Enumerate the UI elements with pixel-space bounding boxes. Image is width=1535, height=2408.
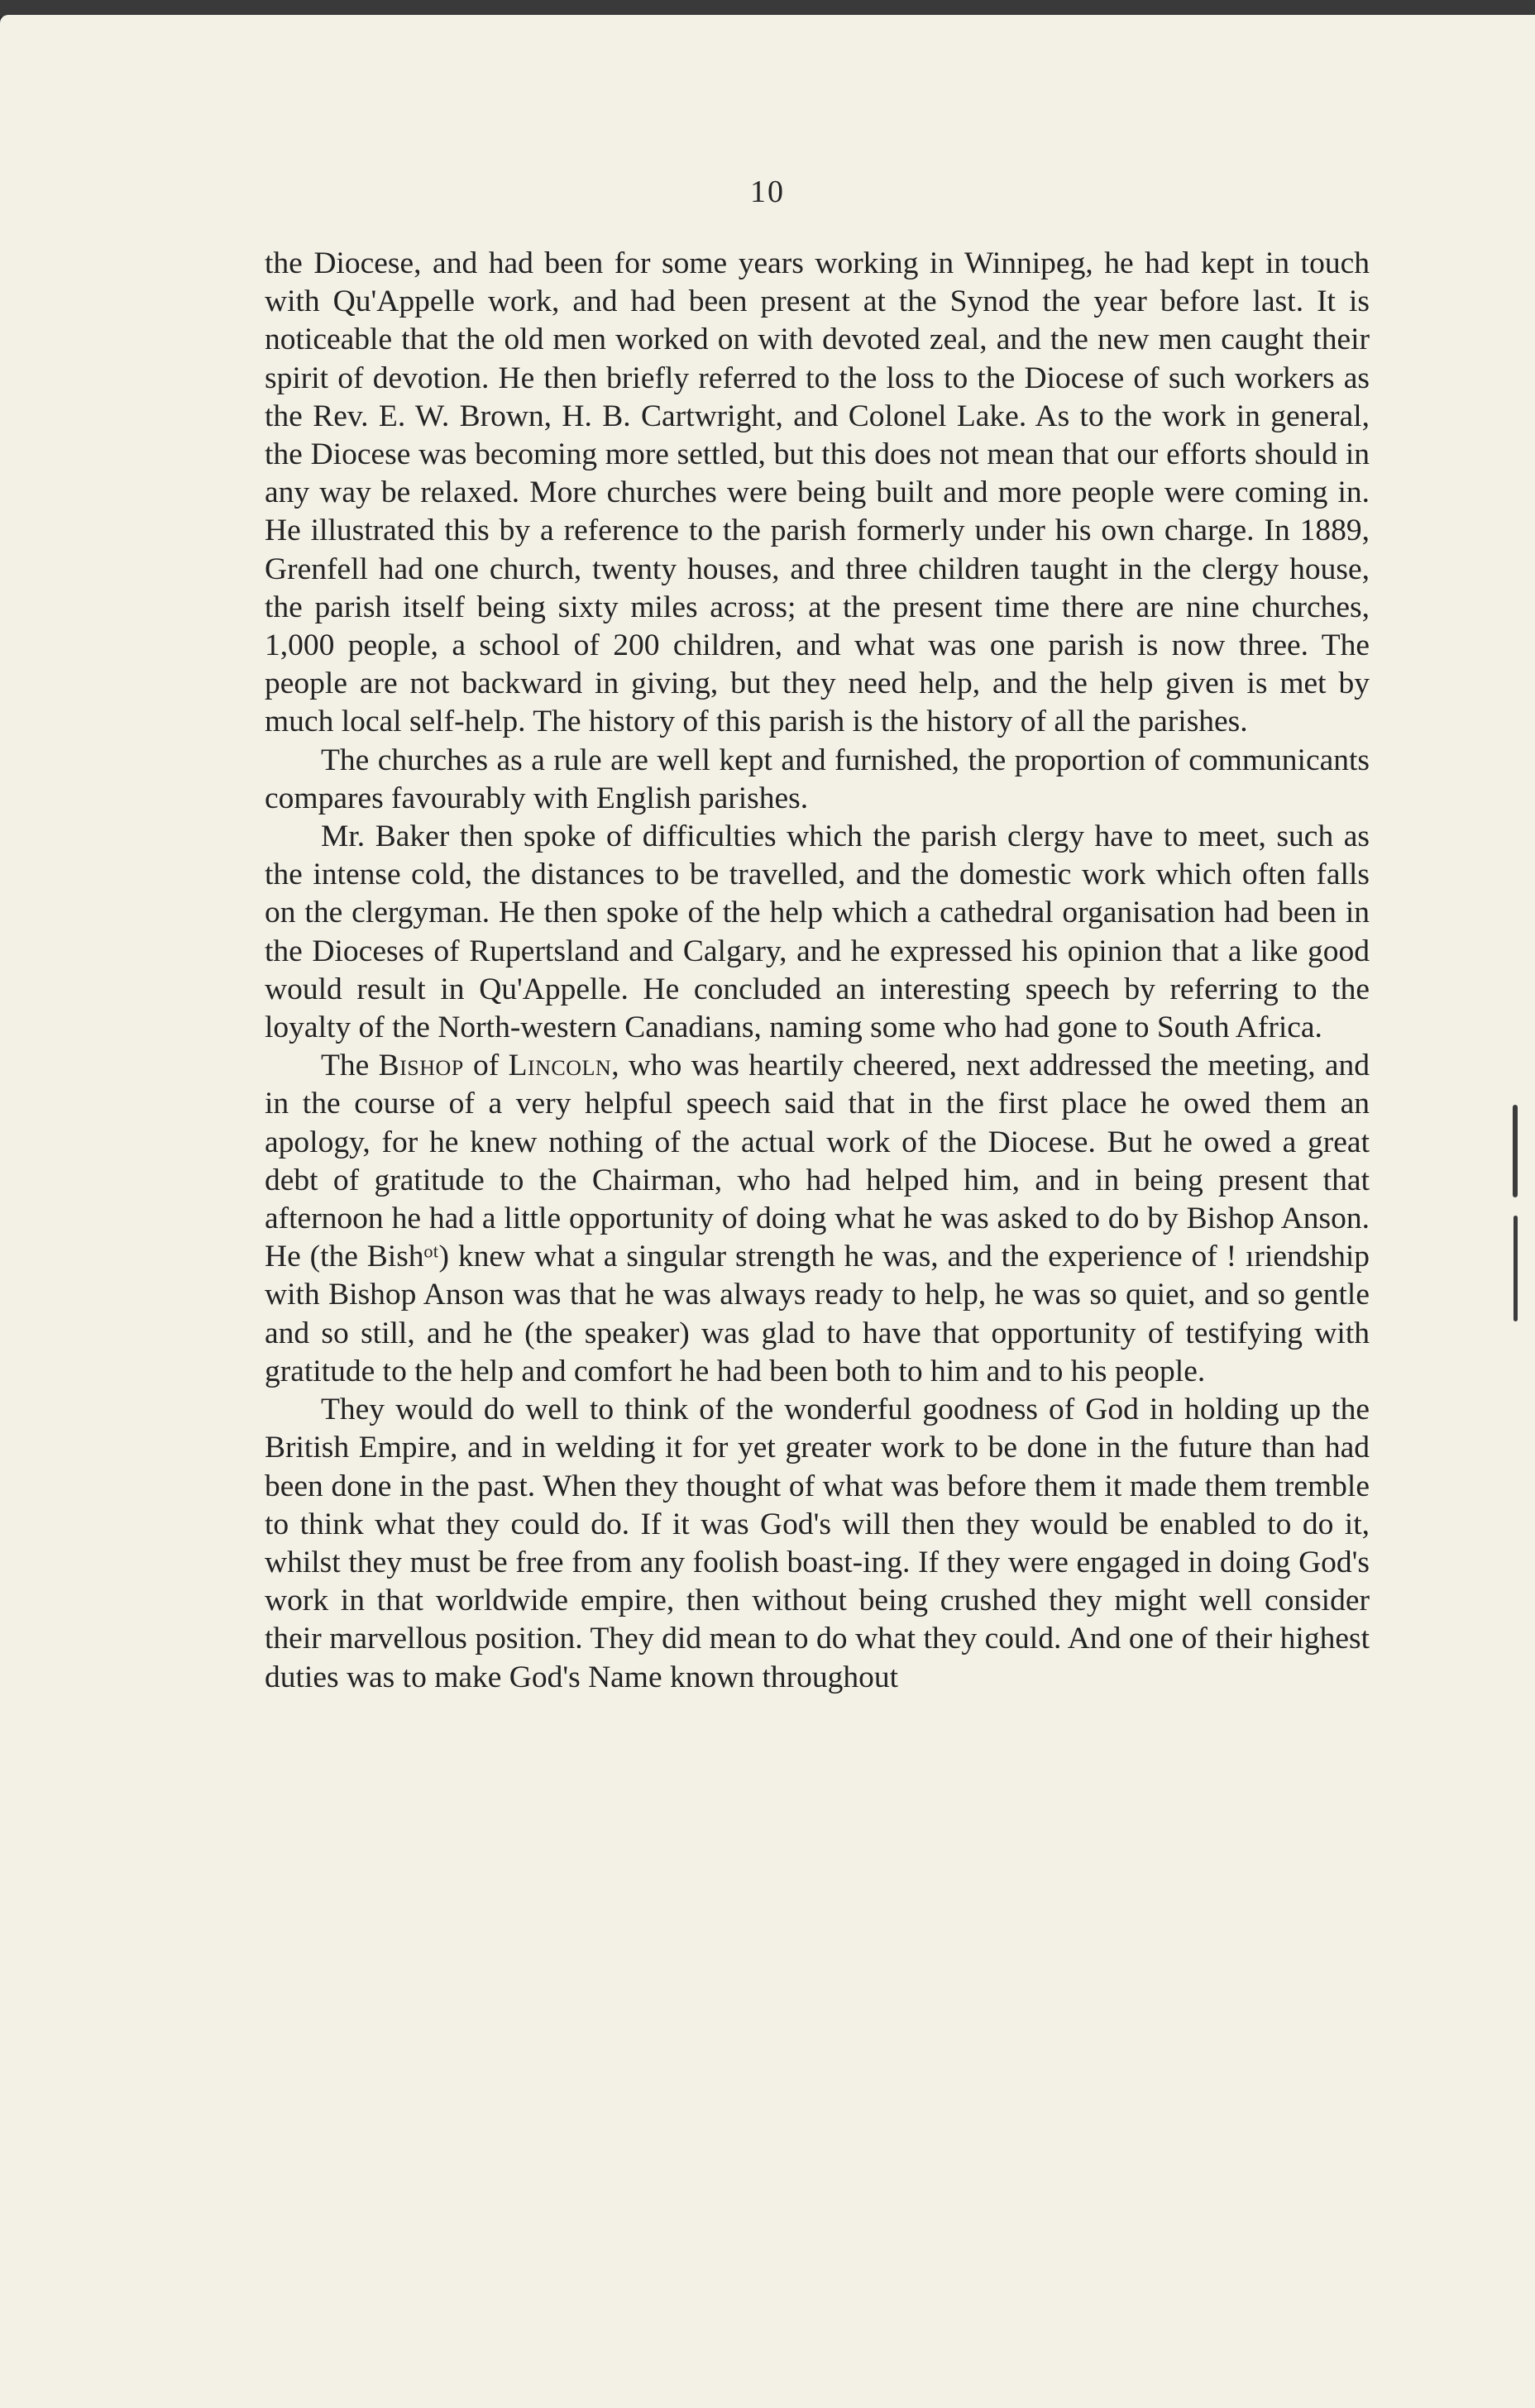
paragraph-1-text: the Diocese, and had been for some years working in Winnipeg, he had kept in touch with Qu'Appelle work, and had been present at the Synod the year before last. It is noticeable that the old men worked on with devoted zeal, and the new men caught their spirit of devotion. He then briefly referred to the loss to the Diocese of such workers as the Rev. E. W. Brown, H. B. Cartwright, and Colonel Lake. As to the work in general, the Diocese was becoming more settled, but this does not mean that our efforts should in any way be relaxed. More churches were being built and more people were coming in. He illustrated this by a reference to the parish formerly under his own charge. In 1889, Grenfell had one church, twenty houses, and three children taught in the clergy house, the parish itself being sixty miles across; at the present time there are nine churches, 1,000 people, a school of 200 children, and what was one parish is now three. The people are not backward in giving, but they need help, and the help given is met by much local self-help. The history of this parish is the history of all the parishes. (265, 246, 1370, 739)
paragraph-3 (265, 818, 1370, 1047)
paragraph-5 (265, 1391, 1370, 1697)
bishop-small-caps: Bishop (378, 1049, 464, 1083)
paragraph-4-lead-of: of (463, 1049, 509, 1083)
binding-mark-lower (1513, 1216, 1518, 1321)
paragraph-3-text: Mr. Baker then spoke of difficulties which the parish clergy have to meet, such as the intense cold, the distances to be travelled, and the domestic work which often falls on the clergyman. He then spoke of the help which a cathedral organisation had been in the Dioceses of Rupertsland and Calgary, and he expressed his opinion that a like good would result in Qu'Appelle. He concluded an interesting speech by referring to the loyalty of the North-western Canadians, naming some who had gone to South Africa. (265, 819, 1370, 1045)
paragraph-5-text: They would do well to think of the wonderful goodness of God in holding up the British Empire, and in welding it for yet greater work to be done in the future than had been done in the past. When they thought of what was before them it made them tremble to think what they could do. If it was God's will then they would be enabled to do it, whilst they must be free from any foolish boast-ing. If they were engaged in doing God's work in that worldwide empire, then without being crushed they might well consider their marvellous position. They did mean to do what they could. And one of their highest duties was to make God's Name known throughout (265, 1393, 1370, 1694)
paragraph-4-text: , who was heartily cheered, next addressed the meeting, and in the course of a very helpful speech said that in the first place he owed them an apology, for he knew nothing of the actual work of the Diocese. But he owed a great debt of gratitude to the Chairman, who had helped him, and in being present that afternoon he had a little opportunity of doing what he was asked to do by Bishop Anson. He (the Bishᵒᵗ) knew what a singular strength he was, and the experience of ! ıriendship with Bishop Anson was that he was always ready to help, he was so quiet, and so gentle and so still, and he (the speaker) was glad to have that opportunity of testifying with gratitude to the help and comfort he had been both to him and to his people. (265, 1049, 1370, 1388)
paragraph-4 (265, 1047, 1370, 1391)
document-page (0, 15, 1535, 2408)
paragraph-2 (265, 742, 1370, 818)
paragraph-4-lead-the: The (321, 1049, 379, 1083)
paragraph-2-text: The churches as a rule are well kept and furnished, the proportion of communicants compares favourably with English parishes. (265, 743, 1370, 815)
lincoln-small-caps: Lincoln (508, 1049, 612, 1083)
body-text (265, 245, 1370, 1697)
binding-mark-upper (1513, 1105, 1518, 1197)
page-number: 10 (750, 174, 785, 209)
scan-edge (0, 0, 1535, 17)
paragraph-1 (265, 245, 1370, 742)
